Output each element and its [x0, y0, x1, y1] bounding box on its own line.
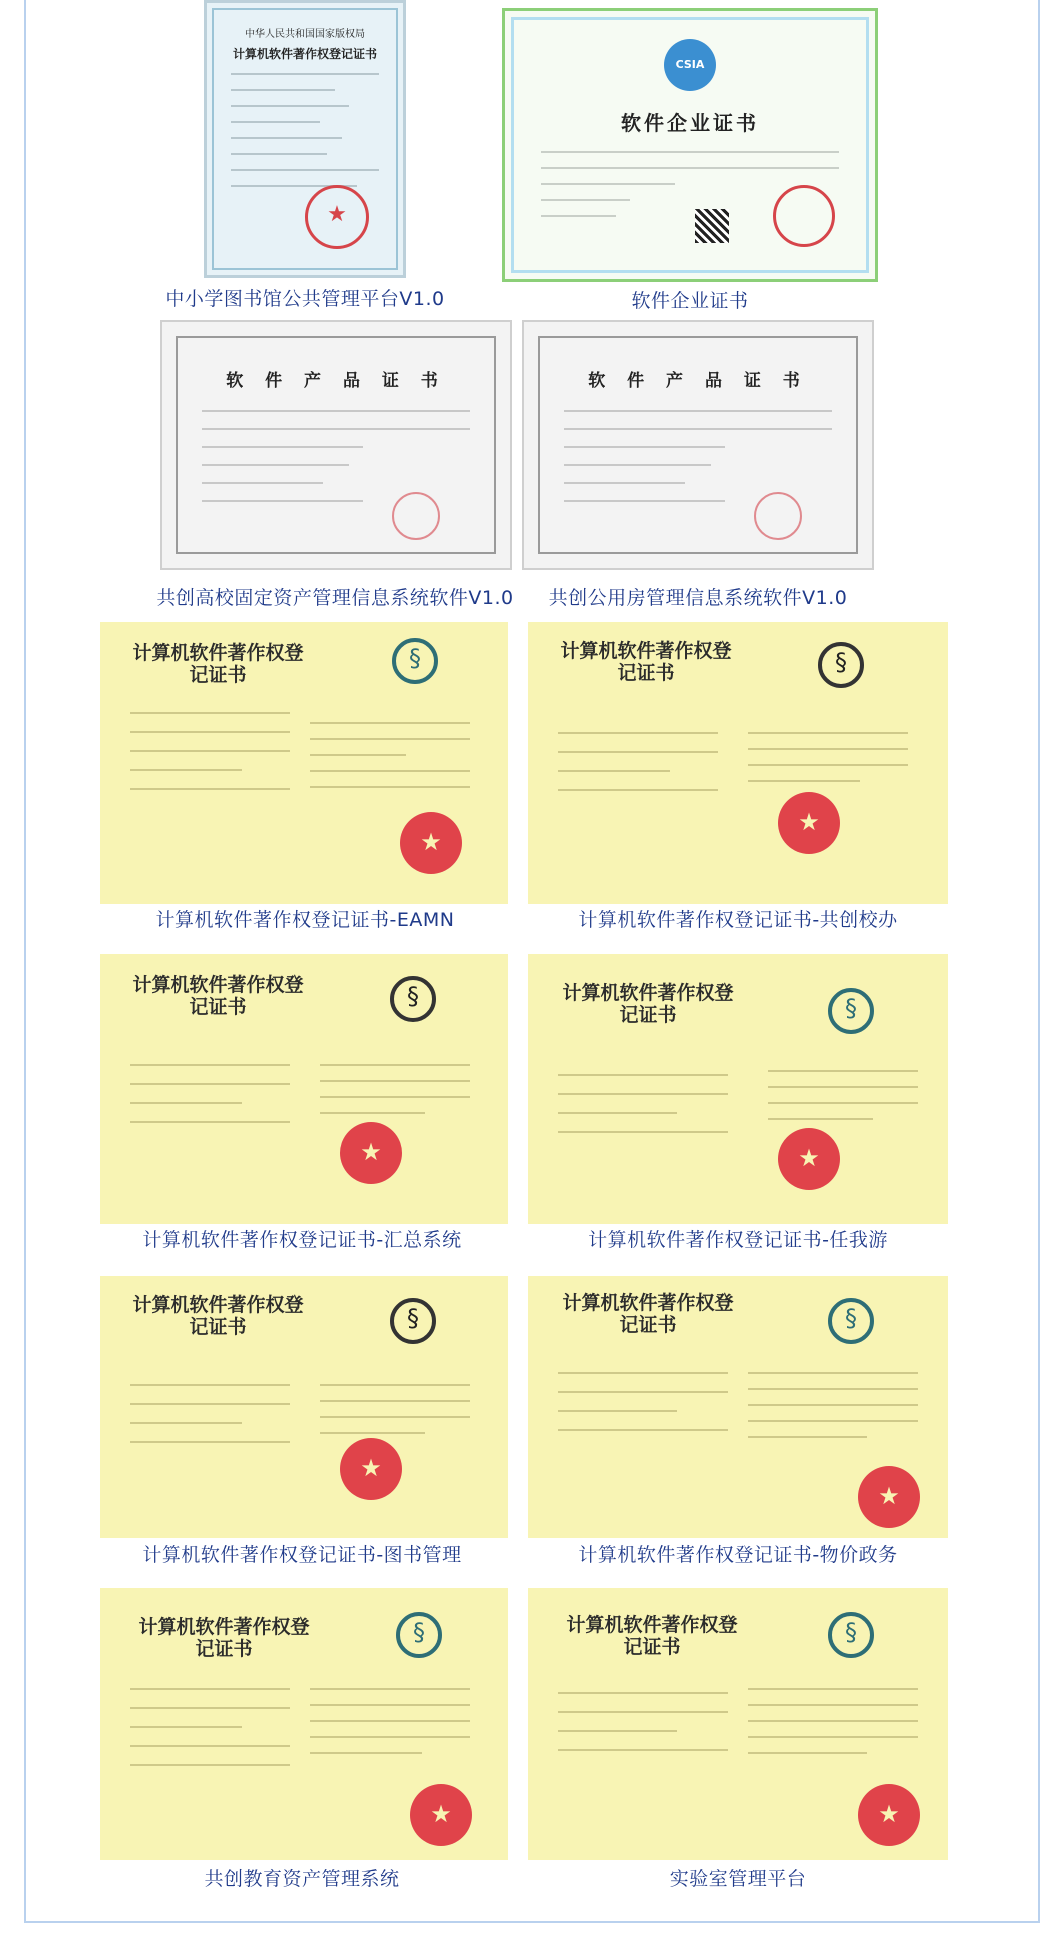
cert-heading: 软 件 产 品 证 书 [226, 371, 446, 391]
csia-logo-icon: CSIA [664, 39, 716, 91]
cert-heading: 计算机软件著作权登记证书 [132, 974, 304, 1018]
copyright-emblem-icon [390, 1298, 436, 1344]
copyright-emblem-icon [392, 638, 438, 684]
certificate-image-5 [100, 622, 508, 904]
certificate-caption-5: 计算机软件著作权登记证书-EAMN [155, 909, 455, 931]
cert-text-lines [310, 1688, 470, 1768]
cert-heading: 计算机软件著作权登记证书 [132, 1294, 304, 1338]
cert-text-lines [130, 712, 290, 807]
cert-text-lines [231, 73, 379, 201]
copyright-emblem-icon [818, 642, 864, 688]
copyright-emblem-icon [828, 988, 874, 1034]
certificate-caption-7: 计算机软件著作权登记证书-汇总系统 [142, 1229, 462, 1251]
cert-text-lines [320, 1064, 470, 1128]
cert-text-lines [130, 1688, 290, 1783]
red-seal-icon [858, 1466, 920, 1528]
red-seal-icon [773, 185, 835, 247]
cert-heading: 软件企业证书 [621, 111, 759, 135]
red-seal-icon [392, 492, 440, 540]
certificate-caption-12: 实验室管理平台 [669, 1868, 807, 1890]
certificate-image-7 [100, 954, 508, 1224]
cert-text-lines [558, 732, 718, 808]
cert-text-lines [558, 1692, 728, 1768]
certificate-image-4 [522, 320, 874, 570]
certificate-caption-2: 软件企业证书 [631, 290, 749, 312]
copyright-emblem-icon [396, 1612, 442, 1658]
cert-heading: 计算机软件著作权登记证书 [566, 1614, 738, 1658]
red-seal-icon [305, 185, 369, 249]
cert-text-lines [558, 1372, 728, 1448]
certificate-caption-3: 共创高校固定资产管理信息系统软件V1.0 [156, 587, 514, 609]
certificate-caption-9: 计算机软件著作权登记证书-图书管理 [142, 1544, 462, 1566]
cert-heading: 软 件 产 品 证 书 [588, 371, 808, 391]
certificate-image-11 [100, 1588, 508, 1860]
cert-text-lines [558, 1074, 728, 1150]
certificate-caption-1: 中小学图书馆公共管理平台V1.0 [165, 288, 445, 310]
certificate-image-9 [100, 1276, 508, 1538]
certificate-image-1 [204, 0, 406, 278]
cert-text-lines [748, 1372, 918, 1452]
red-seal-icon [858, 1784, 920, 1846]
cert-heading: 计算机软件著作权登记证书 [562, 982, 734, 1026]
certificate-image-2 [502, 8, 878, 282]
certificate-image-10 [528, 1276, 948, 1538]
red-seal-icon [340, 1438, 402, 1500]
certificate-image-3 [160, 320, 512, 570]
red-seal-icon [340, 1122, 402, 1184]
red-seal-icon [400, 812, 462, 874]
cert-text-lines [748, 1688, 918, 1768]
cert-heading: 计算机软件著作权登记证书 [138, 1616, 310, 1660]
certificate-caption-6: 计算机软件著作权登记证书-共创校办 [578, 909, 898, 931]
cert-text-lines [320, 1384, 470, 1448]
copyright-emblem-icon [828, 1298, 874, 1344]
red-seal-icon [778, 792, 840, 854]
certificate-image-12 [528, 1588, 948, 1860]
certificate-caption-10: 计算机软件著作权登记证书-物价政务 [578, 1544, 898, 1566]
red-seal-icon [410, 1784, 472, 1846]
copyright-emblem-icon [828, 1612, 874, 1658]
cert-text-lines [748, 732, 908, 796]
cert-text-lines [130, 1064, 290, 1140]
cert-issuer: 中华人民共和国国家版权局 [245, 29, 365, 40]
certificate-image-6 [528, 622, 948, 904]
red-seal-icon [754, 492, 802, 540]
red-seal-icon [778, 1128, 840, 1190]
qr-code-icon [695, 209, 729, 243]
certificate-caption-8: 计算机软件著作权登记证书-任我游 [588, 1229, 888, 1251]
certificate-image-8 [528, 954, 948, 1224]
cert-heading: 计算机软件著作权登记证书 [232, 47, 377, 61]
copyright-emblem-icon [390, 976, 436, 1022]
cert-text-lines [310, 722, 470, 802]
cert-heading: 计算机软件著作权登记证书 [132, 642, 304, 686]
cert-heading: 计算机软件著作权登记证书 [560, 640, 732, 684]
certificate-caption-4: 共创公用房管理信息系统软件V1.0 [548, 587, 848, 609]
certificate-caption-11: 共创教育资产管理系统 [204, 1868, 400, 1890]
cert-text-lines [130, 1384, 290, 1460]
cert-text-lines [768, 1070, 918, 1134]
cert-heading: 计算机软件著作权登记证书 [562, 1292, 734, 1336]
